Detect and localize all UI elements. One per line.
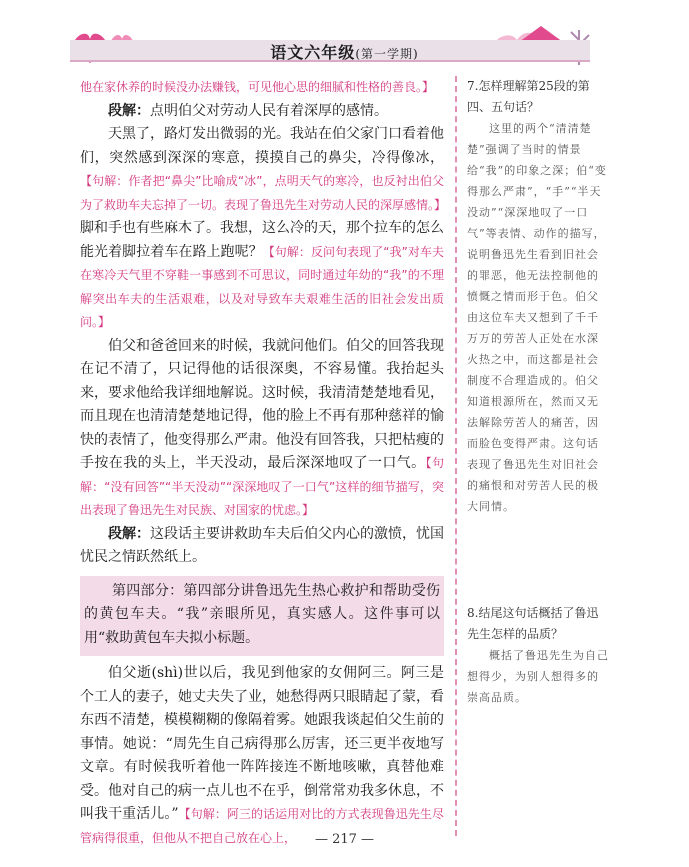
paragraph-annotation-label: 段解： <box>108 525 150 542</box>
paragraph-annotation-text: 点明伯父对劳动人民有着深厚的感情。 <box>150 102 388 119</box>
book-title: 语文六年级 <box>270 43 356 62</box>
question-8: 8.结尾这句话概括了鲁迅先生怎样的品质？ <box>467 606 599 641</box>
paragraph-annotation-label: 段解： <box>108 102 150 119</box>
page-title <box>0 40 689 63</box>
sentence-annotation: 【句解：“没有回答”“半天没动”“深深地叹了一口气”这样的细节描写，突出表现了鲁迅先生对民族、对国家的忧虑。】 <box>80 456 444 517</box>
answer-8: 概括了鲁迅先生为自己想得少，为别人想得多的崇高品质。 <box>467 649 609 704</box>
body-text: 天黑了，路灯发出微弱的光。我站在伯父家门口看着他们，突然感到深深的寒意，摸摸自己的鼻尖，冷得像冰， <box>80 126 444 166</box>
sentence-annotation: 【句解：作者把“鼻尖”比喻成“冰”，点明天气的寒冷，也反衬出伯父为了救助车夫忘掉了一切。表现了鲁迅先生对劳动人民的深厚感情。】 <box>80 174 447 212</box>
answer-7: 这里的两个“清清楚楚”强调了当时的情景给“我”的印象之深；伯“变得那么严肃”，“手”“半天没动”“深深地叹了一口气”等表情、动作的描写，说明鲁迅先生看到旧社会的罪恶，他无法控制他的愤慨之情而形于色。伯父由这位车夫又想到了千千万万的劳苦人正处在水深火热之中，而这都是社会制度不合理造成的。伯父知道根源所在，然而又无法解除劳苦人的痛苦，因而脸色变得严肃。这句话表现了鲁迅先生对旧社会的痛恨和对劳苦人民的极大同情。 <box>467 122 607 513</box>
paragraph-annotation-text: 这段话主要讲救助车夫后伯父内心的激愤，忧国忧民之情跃然纸上。 <box>80 525 444 565</box>
section-summary-text: 第四部分：第四部分讲鲁迅先生热心救护和帮助受伤的黄包车夫。“我”亲眼所见，真实感人。这件事可以用“救助黄包车夫拟小标题。 <box>84 582 440 646</box>
paragraph-annotation <box>80 523 444 570</box>
section-summary-box <box>80 576 444 657</box>
book-subtitle: (第一学期) <box>355 47 419 61</box>
sentence-annotation: 【句解：阿三的话运用对比的方式表现鲁迅先生尽管病得很重，但他从不把自己放在心上， <box>80 807 444 845</box>
body-text: 伯父逝(shì)世以后，我见到他家的女佣阿三。阿三是个工人的妻子，她丈夫失了业，她愁得两只眼睛起了蒙，看东西不清楚，模模糊糊的像隔着雾。她跟我谈起伯父生前的事情。她说：“周先生自己病得那么厉害，还三更半夜地写文章。有时候我听着他一阵阵接连不断地咳嗽，真替他难受。他对自己的病一点儿也不在乎，倒常常劝我多休息，不叫我干重活儿。” <box>80 665 444 822</box>
main-text-column <box>80 76 447 850</box>
page-number: — 217 — <box>314 832 375 847</box>
sentence-annotation: 【句解：反问句表现了“我”对车夫在寒冷天气里不穿鞋一事感到不可思议，同时通过年幼的“我”的不理解突出车夫的生活艰难，以及对导致车夫艰难生活的旧社会发出质问。】 <box>80 244 445 329</box>
paragraph-annotation <box>80 100 444 124</box>
body-text: 脚和手也有些麻木了。我想，这么冷的天，那个拉车的怎么能光着脚拉着车在路上跑呢？ <box>80 220 444 260</box>
body-paragraph <box>80 123 447 335</box>
side-notes-column <box>455 76 609 836</box>
sentence-annotation-continued: 他在家休养的时候没办法赚钱，可见他心思的细腻和性格的善良。】 <box>80 80 435 94</box>
body-paragraph <box>80 662 444 850</box>
body-text: 伯父和爸爸回来的时候，我就问他们。伯父的回答我现在记不清了，只记得他的话很深奥，不容易懂。我抬起头来，要求他给我详细地解说。这时候，我清清楚楚地看见，而且现在也清清楚楚地记得，他的脸上不再有那种慈祥的愉快的表情了，他变得那么严肃。他没有回答我，只把枯瘦的手按在我的头上，半天没动，最后深深地叹了一口气。 <box>80 337 444 471</box>
question-7: 7.怎样理解第25段的第四、五句话？ <box>467 79 590 114</box>
body-paragraph <box>80 335 444 523</box>
page-header <box>0 0 689 72</box>
